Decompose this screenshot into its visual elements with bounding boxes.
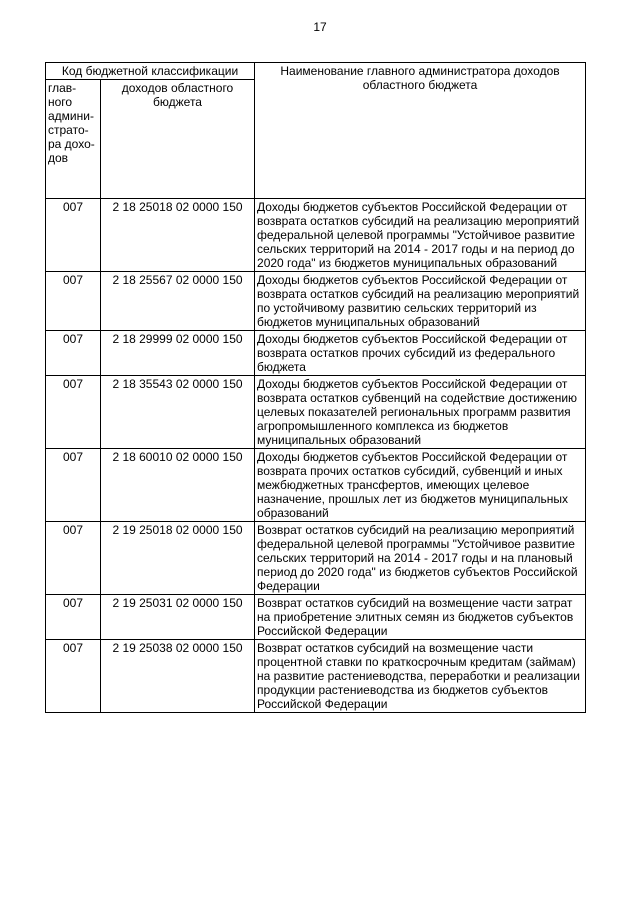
header-administrator-name: Наименование главного администратора доходов областного бюджета [255,63,586,199]
header-regional-budget-income: доходов областного бюджета [101,80,255,199]
income-code-cell: 2 19 25031 02 0000 150 [101,595,255,640]
income-code-cell: 2 18 25567 02 0000 150 [101,272,255,331]
income-name-cell: Доходы бюджетов субъектов Российской Федерации от возврата остатков субсидий на реализацию мероприятий по устойчивому развитию сельских территорий из бюджетов муниципальных образований [255,272,586,331]
table-row [46,331,586,376]
income-code-cell: 2 18 29999 02 0000 150 [101,331,255,376]
admin-code-cell: 007 [46,640,101,713]
income-name-cell: Доходы бюджетов субъектов Российской Федерации от возврата остатков субвенций на содействие достижению целевых показателей региональных программ развития агропромышленного комплекса из бюджетов муниципальных образований [255,376,586,449]
admin-code-cell: 007 [46,376,101,449]
income-code-cell: 2 19 25018 02 0000 150 [101,522,255,595]
admin-code-cell: 007 [46,595,101,640]
admin-code-cell: 007 [46,331,101,376]
header-chief-administrator: глав- ного админи- страто- ра дохо- дов [46,80,101,199]
budget-classification-table [45,62,586,713]
table-row [46,595,586,640]
table-row [46,449,586,522]
admin-code-cell: 007 [46,272,101,331]
table-row [46,640,586,713]
income-code-cell: 2 18 25018 02 0000 150 [101,199,255,272]
income-code-cell: 2 18 60010 02 0000 150 [101,449,255,522]
admin-code-cell: 007 [46,522,101,595]
table-row [46,272,586,331]
income-name-cell: Возврат остатков субсидий на возмещение части затрат на приобретение элитных семян из бюджетов субъектов Российской Федерации [255,595,586,640]
income-name-cell: Возврат остатков субсидий на реализацию мероприятий федеральной целевой программы "Устойчивое развитие сельских территорий на 2014 - 2017 годы и на плановый период до 2020 года" из бюджетов субъектов Российской Федерации [255,522,586,595]
income-name-cell: Доходы бюджетов субъектов Российской Федерации от возврата остатков прочих субсидий из федерального бюджета [255,331,586,376]
income-name-cell: Доходы бюджетов субъектов Российской Федерации от возврата прочих остатков субсидий, субвенций и иных межбюджетных трансфертов, имеющих целевое назначение, прошлых лет из бюджетов муниципальных образований [255,449,586,522]
table-row [46,376,586,449]
income-name-cell: Доходы бюджетов субъектов Российской Федерации от возврата остатков субсидий на реализацию мероприятий федеральной целевой программы "Устойчивое развитие сельских территорий на 2014 - 2017 годы и на период до 2020 года" из бюджетов муниципальных образований [255,199,586,272]
income-name-cell: Возврат остатков субсидий на возмещение части процентной ставки по краткосрочным кредитам (займам) на развитие растениеводства, переработки и реализации продукции растениеводства из бюджетов субъектов Российской Федерации [255,640,586,713]
income-code-cell: 2 18 35543 02 0000 150 [101,376,255,449]
page-number: 17 [313,20,327,34]
income-code-cell: 2 19 25038 02 0000 150 [101,640,255,713]
table-row [46,522,586,595]
admin-code-cell: 007 [46,199,101,272]
header-budget-classification-code: Код бюджетной классификации [46,63,255,80]
table-row [46,199,586,272]
admin-code-cell: 007 [46,449,101,522]
